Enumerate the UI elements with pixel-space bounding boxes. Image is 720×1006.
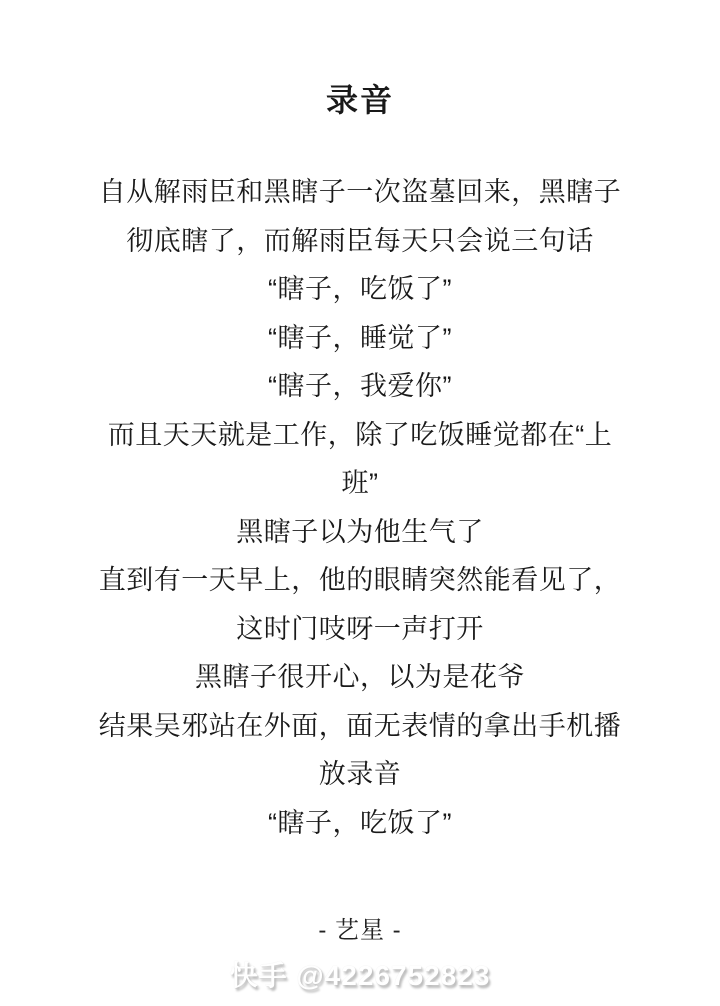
story-line-quote: “瞎子，睡觉了” xyxy=(268,322,452,353)
story-body xyxy=(0,168,720,847)
story-line: 班” xyxy=(341,468,379,498)
kuaishou-watermark-text: 快手 @4226752823 xyxy=(229,960,491,991)
story-line: 自从解雨臣和黑瞎子一次盗墓回来，黑瞎子 xyxy=(98,177,622,207)
story-line-quote: “瞎子，吃饭了” xyxy=(268,807,452,838)
story-line: 彻底瞎了，而解雨臣每天只会说三句话 xyxy=(126,225,594,256)
story-line: 而且天天就是工作，除了吃饭睡觉都在“上 xyxy=(107,419,613,450)
story-title: 录音 xyxy=(325,82,394,118)
kuaishou-watermark xyxy=(0,960,720,992)
story-line-quote: “瞎子，我爱你” xyxy=(268,371,452,401)
story-line: 放录音 xyxy=(318,759,402,789)
story-line: 这时门吱呀一声打开 xyxy=(236,613,484,644)
story-line-quote: “瞎子，吃饭了” xyxy=(268,274,452,304)
story-line: 黑瞎子很开心，以为是花爷 xyxy=(195,662,525,692)
story-line: 黑瞎子以为他生气了 xyxy=(236,516,484,547)
story-line: 直到有一天早上，他的眼睛突然能看见了， xyxy=(98,565,622,595)
story-line: 结果吴邪站在外面，面无表情的拿出手机播 xyxy=(98,710,622,741)
author-signature: - 艺星 - xyxy=(318,917,402,944)
